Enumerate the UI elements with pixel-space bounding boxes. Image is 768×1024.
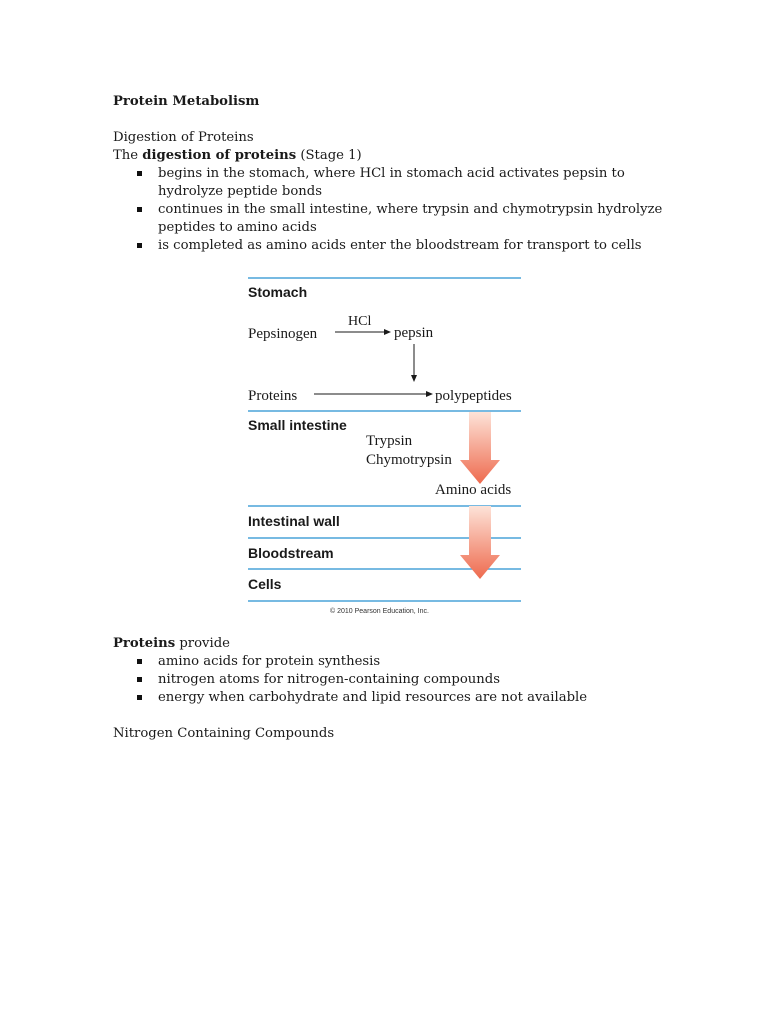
nitrogen-compounds-heading: Nitrogen Containing Compounds [113,726,335,741]
digestion-bullet-list [113,165,673,255]
diagram-canvas [244,272,524,618]
proteins-label: Proteins [248,388,298,404]
spacer [113,707,673,725]
list-item-text: energy when carbohydrate and lipid resources are not available [158,690,588,705]
stomach-label: Stomach [248,284,308,300]
copyright-text: © 2010 Pearson Education, Inc. [330,608,429,615]
list-item-text: is completed as amino acids enter the bloodstream for transport to cells [158,238,642,253]
small-intestine-label: Small intestine [248,417,347,433]
digestion-intro [113,147,673,165]
list-item-text: continues in the small intestine, where trypsin and chymotrypsin hydrolyze peptides to amino acids [158,202,663,235]
bullet-square-icon [137,659,142,664]
intro-bold: digestion of proteins [142,148,297,163]
intro-prefix: The [113,148,143,163]
pepsinogen-arrowhead-icon [384,329,391,335]
list-item-text: amino acids for protein synthesis [158,654,381,669]
chymotrypsin-label: Chymotrypsin [366,452,452,468]
polypeptides-label: polypeptides [435,388,512,404]
page-title: Protein Metabolism [113,94,260,109]
intro-suffix: (Stage 1) [296,148,362,163]
list-item [113,237,673,255]
amino-acids-label: Amino acids [435,482,512,498]
bullet-square-icon [137,695,142,700]
protein-digestion-diagram [244,272,524,618]
bullet-square-icon [137,171,142,176]
spacer [113,111,673,129]
proteins-arrowhead-icon [426,391,433,397]
list-item-text: begins in the stomach, where HCl in stomach acid activates pepsin to hydrolyze peptide bonds [158,166,625,199]
hcl-label: HCl [348,314,372,329]
cells-label: Cells [248,576,282,592]
pepsinogen-label: Pepsinogen [248,326,318,342]
proteins-provide-list [113,653,673,707]
list-item [113,671,673,689]
proteins-provide-intro [113,635,673,653]
trypsin-label: Trypsin [366,433,413,449]
bullet-square-icon [137,207,142,212]
list-item [113,653,673,671]
list-item [113,201,673,237]
proteins-bold: Proteins [113,636,176,651]
list-item-text: nitrogen atoms for nitrogen-containing compounds [158,672,500,687]
digestion-gradient-arrow-icon [460,412,500,484]
provide-suffix: provide [175,636,230,651]
document-body [113,93,673,255]
bullet-square-icon [137,677,142,682]
intestinal-wall-label: Intestinal wall [248,513,340,529]
bloodstream-label: Bloodstream [248,545,334,561]
list-item [113,689,673,707]
pepsin-label: pepsin [394,325,434,341]
bullet-square-icon [137,243,142,248]
section-subheading: Digestion of Proteins [113,130,254,145]
list-item [113,165,673,201]
document-body-lower [113,635,673,743]
transport-gradient-arrow-icon [460,506,500,579]
pepsin-down-arrowhead-icon [411,375,417,382]
